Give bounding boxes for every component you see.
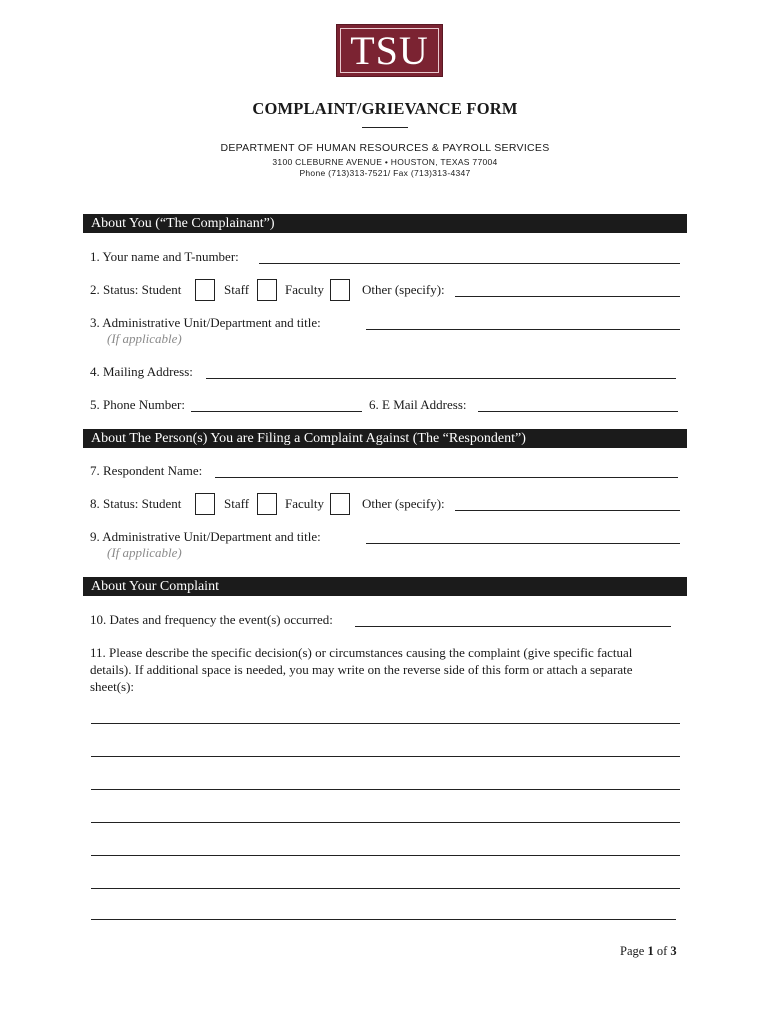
tsu-logo bbox=[336, 24, 443, 77]
complainant-status-label: 2. Status: Student bbox=[90, 282, 182, 297]
respondent-faculty-label: Faculty bbox=[285, 496, 324, 511]
complainant-unit-field[interactable] bbox=[366, 329, 680, 330]
respondent-unit-label: 9. Administrative Unit/Department and title: bbox=[90, 529, 321, 544]
event-dates-label: 10. Dates and frequency the event(s) occurred: bbox=[90, 612, 333, 627]
complainant-staff-label: Staff bbox=[224, 282, 250, 297]
complainant-faculty-checkbox[interactable] bbox=[330, 279, 350, 301]
respondent-status-label: 8. Status: Student bbox=[90, 496, 182, 511]
description-line[interactable] bbox=[91, 822, 680, 823]
phone-number-label: 5. Phone Number: bbox=[90, 397, 185, 412]
respondent-other-label: Other (specify): bbox=[362, 496, 445, 511]
complainant-staff-checkbox[interactable] bbox=[257, 279, 277, 301]
complainant-name-field[interactable] bbox=[259, 263, 680, 264]
event-dates-field[interactable] bbox=[355, 626, 671, 627]
complainant-student-checkbox[interactable] bbox=[195, 279, 215, 301]
respondent-unit-hint: (If applicable) bbox=[107, 545, 182, 560]
respondent-unit-field[interactable] bbox=[366, 543, 680, 544]
phone-number-field[interactable] bbox=[191, 411, 362, 412]
email-address-label: 6. E Mail Address: bbox=[369, 397, 467, 412]
complainant-unit-hint: (If applicable) bbox=[107, 331, 182, 346]
respondent-student-checkbox[interactable] bbox=[195, 493, 215, 515]
respondent-staff-label: Staff bbox=[224, 496, 250, 511]
description-line[interactable] bbox=[91, 789, 680, 790]
respondent-faculty-checkbox[interactable] bbox=[330, 493, 350, 515]
mailing-address-label: 4. Mailing Address: bbox=[90, 364, 193, 379]
describe-instructions-line-1: 11. Please describe the specific decision(s) or circumstances causing the complaint (give specific factual bbox=[90, 645, 633, 660]
section-complainant-header: About You (“The Complainant”) bbox=[83, 214, 687, 233]
department-phone: Phone (713)313-7521/ Fax (713)313-4347 bbox=[299, 168, 471, 178]
complainant-faculty-label: Faculty bbox=[285, 282, 324, 297]
email-address-field[interactable] bbox=[478, 411, 678, 412]
mailing-address-field[interactable] bbox=[206, 378, 676, 379]
respondent-staff-checkbox[interactable] bbox=[257, 493, 277, 515]
description-line[interactable] bbox=[91, 756, 680, 757]
description-line[interactable] bbox=[91, 919, 676, 920]
complainant-unit-label: 3. Administrative Unit/Department and title: bbox=[90, 315, 321, 330]
description-line[interactable] bbox=[91, 723, 680, 724]
page-prefix: Page bbox=[620, 944, 648, 958]
department-name: DEPARTMENT OF HUMAN RESOURCES & PAYROLL SERVICES bbox=[220, 142, 550, 154]
complainant-name-label: 1. Your name and T-number: bbox=[90, 249, 239, 264]
respondent-other-field[interactable] bbox=[455, 510, 680, 511]
page-number bbox=[620, 944, 677, 959]
form-title: COMPLAINT/GRIEVANCE FORM bbox=[252, 99, 518, 118]
section-respondent-header: About The Person(s) You are Filing a Complaint Against (The “Respondent”) bbox=[83, 429, 687, 448]
section-complaint-header: About Your Complaint bbox=[83, 577, 687, 596]
description-line[interactable] bbox=[91, 855, 680, 856]
page-separator: of bbox=[653, 944, 671, 958]
page-total: 3 bbox=[670, 944, 677, 958]
page-current: 1 bbox=[647, 944, 654, 958]
complainant-other-field[interactable] bbox=[455, 296, 680, 297]
logo-text: TSU bbox=[340, 28, 439, 73]
describe-instructions-line-3: sheet(s): bbox=[90, 679, 135, 694]
description-line[interactable] bbox=[91, 888, 680, 889]
department-address: 3100 CLEBURNE AVENUE • HOUSTON, TEXAS 77004 bbox=[272, 157, 498, 167]
respondent-name-label: 7. Respondent Name: bbox=[90, 463, 203, 478]
respondent-name-field[interactable] bbox=[215, 477, 678, 478]
title-underline bbox=[362, 127, 408, 128]
describe-instructions-line-2: details). If additional space is needed, you may write on the reverse side of this form or attach a separate bbox=[90, 662, 633, 677]
complainant-other-label: Other (specify): bbox=[362, 282, 445, 297]
